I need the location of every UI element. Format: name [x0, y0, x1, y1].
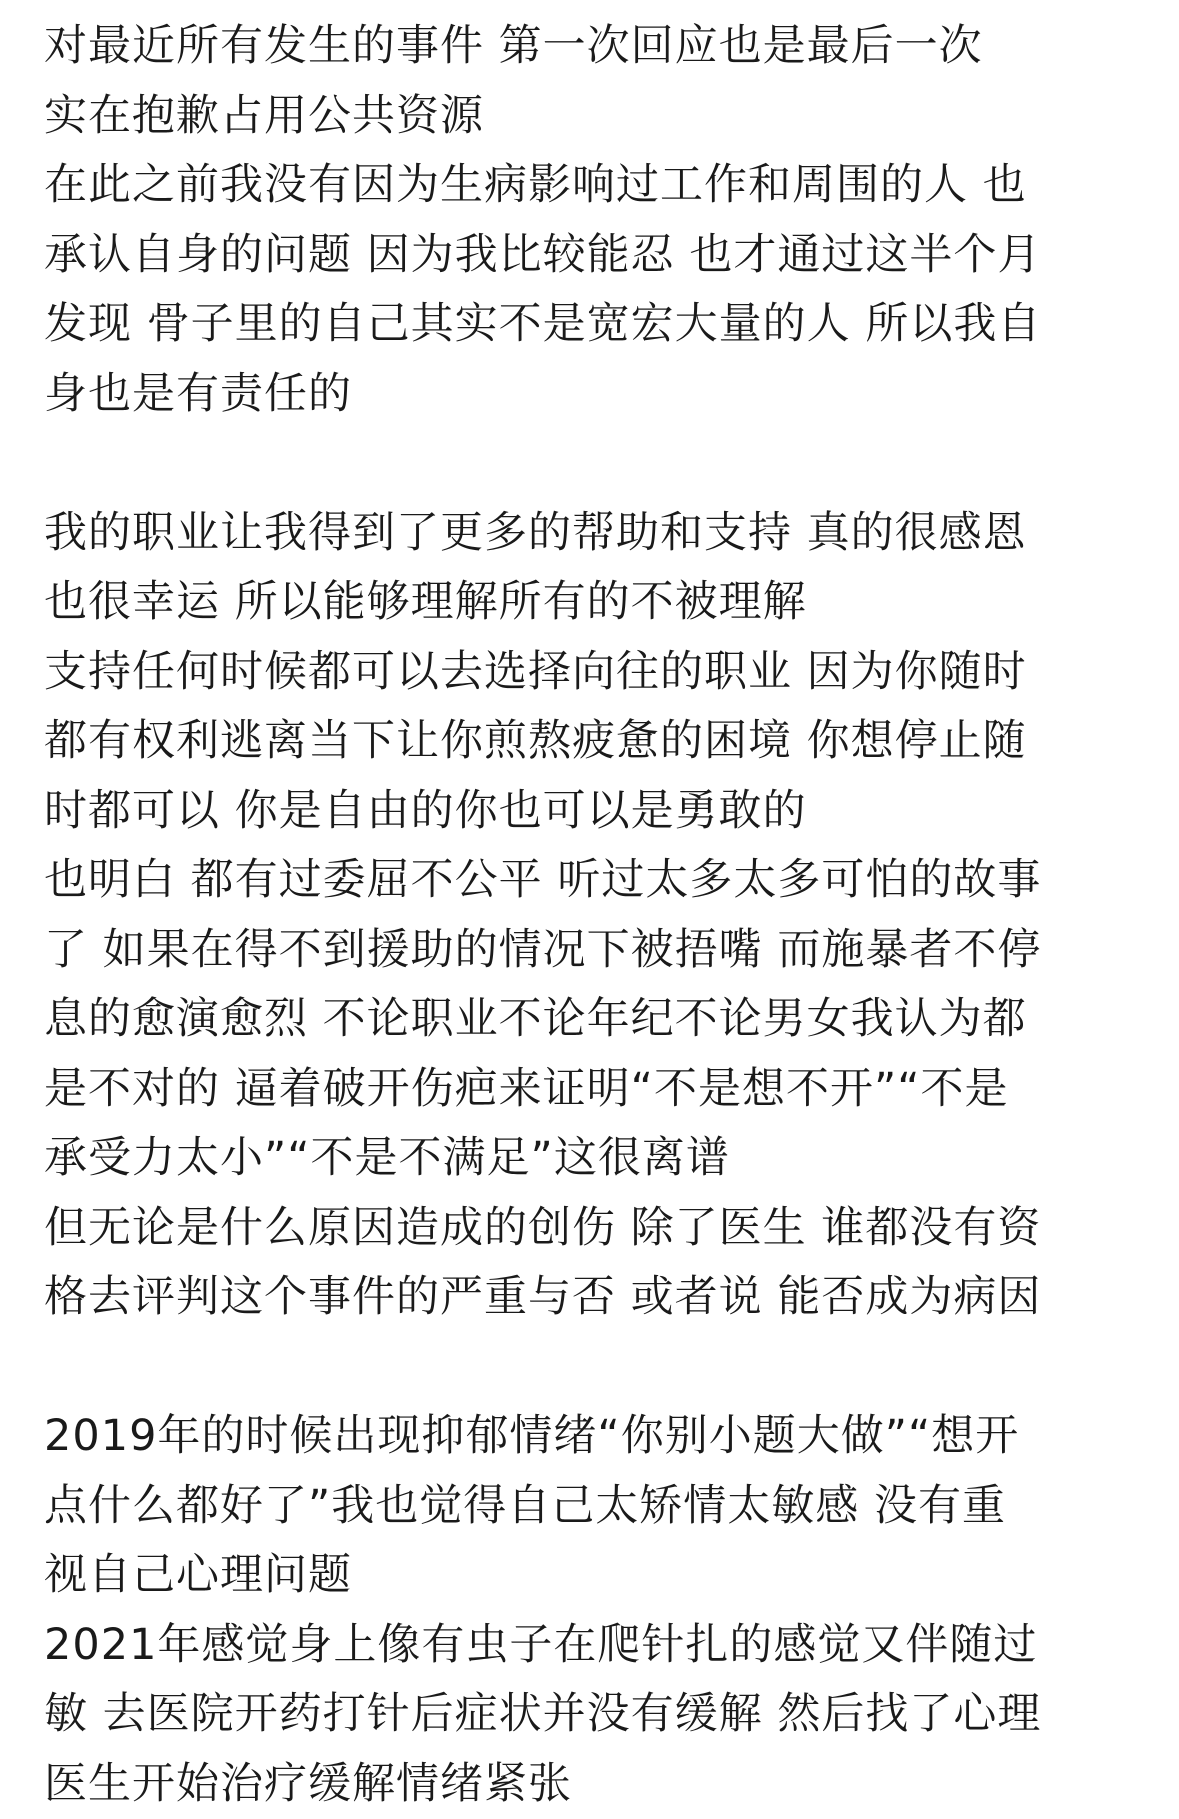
text-line: 实在抱歉占用公共资源 [44, 82, 1154, 152]
text-line: 承认自身的问题 因为我比较能忍 也才通过这半个月 [44, 221, 1154, 291]
text-line: 了 如果在得不到援助的情况下被捂嘴 而施暴者不停 [44, 916, 1154, 986]
paragraph-gap [44, 1333, 1154, 1403]
text-line: 敏 去医院开药打针后症状并没有缓解 然后找了心理 [44, 1680, 1154, 1750]
text-line: 时都可以 你是自由的你也可以是勇敢的 [44, 777, 1154, 847]
text-line: 发现 骨子里的自己其实不是宽宏大量的人 所以我自 [44, 290, 1154, 360]
text-line: 承受力太小”“不是不满足”这很离谱 [44, 1124, 1154, 1194]
text-line: 也明白 都有过委屈不公平 听过太多太多可怕的故事 [44, 846, 1154, 916]
text-line: 对最近所有发生的事件 第一次回应也是最后一次 [44, 12, 1154, 82]
text-line: 身也是有责任的 [44, 360, 1154, 430]
text-line: 但无论是什么原因造成的创伤 除了医生 谁都没有资 [44, 1194, 1154, 1264]
text-line: 在此之前我没有因为生病影响过工作和周围的人 也 [44, 151, 1154, 221]
paragraph-gap [44, 429, 1154, 499]
text-line: 格去评判这个事件的严重与否 或者说 能否成为病因 [44, 1263, 1154, 1333]
text-line: 2019年的时候出现抑郁情绪“你别小题大做”“想开 [44, 1402, 1154, 1472]
text-line: 都有权利逃离当下让你煎熬疲惫的困境 你想停止随 [44, 707, 1154, 777]
text-line: 2021年感觉身上像有虫子在爬针扎的感觉又伴随过 [44, 1611, 1154, 1681]
text-line: 息的愈演愈烈 不论职业不论年纪不论男女我认为都 [44, 985, 1154, 1055]
statement-text [44, 12, 1154, 1819]
text-line: 视自己心理问题 [44, 1541, 1154, 1611]
text-line: 也很幸运 所以能够理解所有的不被理解 [44, 568, 1154, 638]
text-line: 支持任何时候都可以去选择向往的职业 因为你随时 [44, 638, 1154, 708]
text-line: 是不对的 逼着破开伤疤来证明“不是想不开”“不是 [44, 1055, 1154, 1125]
text-line: 我的职业让我得到了更多的帮助和支持 真的很感恩 [44, 499, 1154, 569]
text-line: 点什么都好了”我也觉得自己太矫情太敏感 没有重 [44, 1472, 1154, 1542]
text-line: 医生开始治疗缓解情绪紧张 [44, 1750, 1154, 1819]
